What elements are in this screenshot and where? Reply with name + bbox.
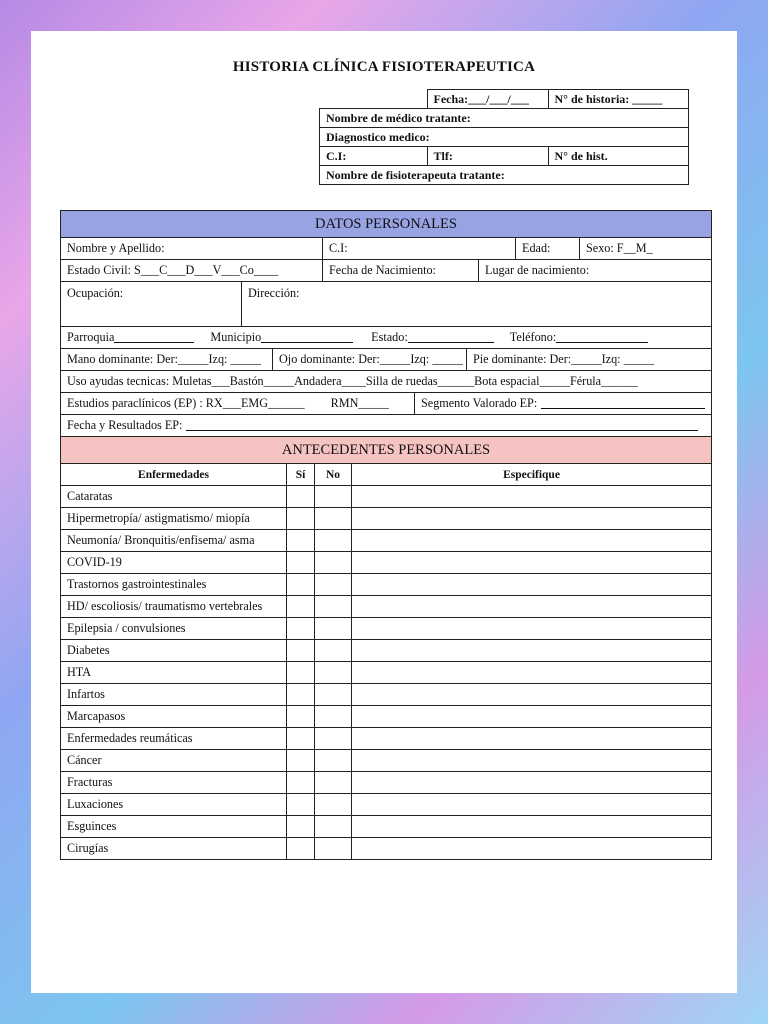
estado-line[interactable]	[408, 332, 494, 343]
especifique-cell[interactable]	[352, 684, 712, 706]
no-cell[interactable]	[315, 684, 352, 706]
ubicacion-group	[61, 327, 711, 348]
no-cell[interactable]	[315, 552, 352, 574]
especifique-cell[interactable]	[352, 794, 712, 816]
enfermedad-label: Enfermedades reumáticas	[61, 728, 287, 750]
enfermedad-label: Trastornos gastrointestinales	[61, 574, 287, 596]
especifique-cell[interactable]	[352, 838, 712, 860]
no-cell[interactable]	[315, 728, 352, 750]
enfermedad-label: Neumonía/ Bronquitis/enfisema/ asma	[61, 530, 287, 552]
no-cell[interactable]	[315, 794, 352, 816]
fecha-resultados-label: Fecha y Resultados EP:	[67, 418, 183, 432]
enfermedad-label: Luxaciones	[61, 794, 287, 816]
parroquia-line[interactable]	[114, 332, 194, 343]
ci-field[interactable]: C.I:	[320, 147, 428, 166]
table-row	[61, 640, 711, 662]
row-ocupacion	[61, 282, 711, 327]
row-parroquia	[61, 327, 711, 349]
medico-field[interactable]: Nombre de médico tratante:	[320, 109, 689, 128]
si-cell[interactable]	[287, 552, 315, 574]
table-row	[61, 552, 711, 574]
estado-civil-field[interactable]: Estado Civil: S___C___D___V___Co____	[67, 263, 279, 277]
col-enfermedades: Enfermedades	[61, 464, 287, 486]
rmn-label[interactable]: RMN_____	[330, 396, 389, 410]
ayudas-tecnicas-field[interactable]: Uso ayudas tecnicas: Muletas___Bastón_____Andadera____Silla de ruedas______Bota espacial_____Férula______	[67, 374, 638, 388]
row-estudios	[61, 393, 711, 415]
mano-dominante-field[interactable]: Mano dominante: Der:_____Izq: _____	[67, 352, 261, 366]
segmento-label: Segmento Valorado EP:	[421, 396, 538, 410]
fecha-resultados-group	[61, 415, 711, 436]
header-box	[319, 89, 689, 185]
especifique-cell[interactable]	[352, 640, 712, 662]
antecedentes-body	[61, 486, 711, 860]
si-cell[interactable]	[287, 794, 315, 816]
especifique-cell[interactable]	[352, 508, 712, 530]
especifique-cell[interactable]	[352, 772, 712, 794]
especifique-cell[interactable]	[352, 618, 712, 640]
si-cell[interactable]	[287, 772, 315, 794]
no-cell[interactable]	[315, 486, 352, 508]
enfermedad-label: Marcapasos	[61, 706, 287, 728]
form-sheet	[31, 31, 737, 993]
si-cell[interactable]	[287, 574, 315, 596]
row-dominancia	[61, 349, 711, 371]
diagnostico-field[interactable]: Diagnostico medico:	[320, 128, 689, 147]
table-row	[61, 750, 711, 772]
table-row	[61, 684, 711, 706]
direccion-field[interactable]: Dirección:	[241, 282, 711, 326]
enfermedad-label: Fracturas	[61, 772, 287, 794]
enfermedad-label: Cirugías	[61, 838, 287, 860]
table-row	[61, 816, 711, 838]
ocupacion-field[interactable]: Ocupación:	[67, 286, 124, 300]
estado-label: Estado:	[371, 330, 408, 344]
si-cell[interactable]	[287, 728, 315, 750]
tlf-field[interactable]: Tlf:	[427, 147, 548, 166]
especifique-cell[interactable]	[352, 706, 712, 728]
enfermedad-label: Epilepsia / convulsiones	[61, 618, 287, 640]
especifique-cell[interactable]	[352, 596, 712, 618]
table-row	[61, 728, 711, 750]
table-row	[61, 486, 711, 508]
col-no: No	[315, 464, 352, 486]
telefono-line[interactable]	[556, 332, 648, 343]
especifique-cell[interactable]	[352, 552, 712, 574]
row-ayudas	[61, 371, 711, 393]
municipio-label: Municipio	[210, 330, 262, 344]
no-cell[interactable]	[315, 508, 352, 530]
ci-personal-field[interactable]: C.I:	[322, 238, 515, 259]
si-cell[interactable]	[287, 508, 315, 530]
no-cell[interactable]	[315, 706, 352, 728]
antecedentes-heading: ANTECEDENTES PERSONALES	[61, 437, 711, 464]
no-cell[interactable]	[315, 662, 352, 684]
col-si: Sí	[287, 464, 315, 486]
row-fecha-resultados	[61, 415, 711, 437]
sexo-field[interactable]: Sexo: F__M_	[579, 238, 711, 259]
especifique-cell[interactable]	[352, 486, 712, 508]
ojo-dominante-field[interactable]: Ojo dominante: Der:_____Izq: _____	[272, 349, 466, 370]
no-cell[interactable]	[315, 816, 352, 838]
si-cell[interactable]	[287, 596, 315, 618]
main-form	[60, 210, 712, 860]
no-cell[interactable]	[315, 530, 352, 552]
si-cell[interactable]	[287, 662, 315, 684]
fecha-resultados-line[interactable]	[186, 420, 698, 431]
si-cell[interactable]	[287, 750, 315, 772]
table-header-row	[61, 464, 711, 486]
segmento-line[interactable]	[541, 398, 705, 409]
table-row	[61, 596, 711, 618]
table-row	[61, 618, 711, 640]
enfermedad-label: Cáncer	[61, 750, 287, 772]
enfermedad-label: Hipermetropía/ astigmatismo/ miopía	[61, 508, 287, 530]
telefono-label: Teléfono:	[509, 330, 557, 344]
enfermedad-label: HD/ escoliosis/ traumatismo vertebrales	[61, 596, 287, 618]
n-historia-field[interactable]: N° de historia: _____	[548, 90, 689, 109]
enfermedad-label: Infartos	[61, 684, 287, 706]
si-cell[interactable]	[287, 640, 315, 662]
enfermedad-label: COVID-19	[61, 552, 287, 574]
row-estado-civil	[61, 260, 711, 282]
no-cell[interactable]	[315, 618, 352, 640]
no-cell[interactable]	[315, 574, 352, 596]
enfermedad-label: HTA	[61, 662, 287, 684]
table-row	[61, 838, 711, 860]
fecha-nacimiento-field[interactable]: Fecha de Nacimiento:	[322, 260, 478, 281]
no-cell[interactable]	[315, 596, 352, 618]
si-cell[interactable]	[287, 816, 315, 838]
table-row	[61, 794, 711, 816]
especifique-cell[interactable]	[352, 750, 712, 772]
si-cell[interactable]	[287, 618, 315, 640]
table-row	[61, 530, 711, 552]
estudios-group	[61, 393, 414, 414]
col-especifique: Especifique	[352, 464, 712, 486]
table-row	[61, 574, 711, 596]
estudios-label[interactable]: Estudios paraclínicos (EP) : RX___EMG______	[67, 396, 305, 410]
especifique-cell[interactable]	[352, 574, 712, 596]
no-cell[interactable]	[315, 750, 352, 772]
parroquia-label: Parroquia	[67, 330, 115, 344]
no-cell[interactable]	[315, 640, 352, 662]
table-row	[61, 772, 711, 794]
segmento-group	[414, 393, 711, 414]
fisioterapeuta-field[interactable]: Nombre de fisioterapeuta tratante:	[320, 166, 689, 185]
table-row	[61, 706, 711, 728]
n-hist-field[interactable]: N° de hist.	[548, 147, 689, 166]
table-row	[61, 662, 711, 684]
form-title: HISTORIA CLÍNICA FISIOTERAPEUTICA	[232, 59, 536, 75]
especifique-cell[interactable]	[352, 662, 712, 684]
enfermedad-label: Cataratas	[61, 486, 287, 508]
especifique-cell[interactable]	[352, 816, 712, 838]
municipio-line[interactable]	[261, 332, 353, 343]
antecedentes-table	[61, 464, 711, 859]
datos-personales-heading: DATOS PERSONALES	[61, 211, 711, 238]
especifique-cell[interactable]	[352, 728, 712, 750]
si-cell[interactable]	[287, 530, 315, 552]
enfermedad-label: Diabetes	[61, 640, 287, 662]
nombre-field[interactable]: Nombre y Apellido:	[67, 241, 165, 255]
no-cell[interactable]	[315, 772, 352, 794]
si-cell[interactable]	[287, 706, 315, 728]
table-row	[61, 508, 711, 530]
enfermedad-label: Esguinces	[61, 816, 287, 838]
pie-dominante-field[interactable]: Pie dominante: Der:_____Izq: _____	[466, 349, 711, 370]
especifique-cell[interactable]	[352, 530, 712, 552]
no-cell[interactable]	[315, 838, 352, 860]
fecha-field[interactable]: Fecha:___/___/___	[427, 90, 548, 109]
row-nombre	[61, 238, 711, 260]
edad-field[interactable]: Edad:	[515, 238, 579, 259]
si-cell[interactable]	[287, 838, 315, 860]
lugar-nacimiento-field[interactable]: Lugar de nacimiento:	[478, 260, 711, 281]
si-cell[interactable]	[287, 684, 315, 706]
si-cell[interactable]	[287, 486, 315, 508]
